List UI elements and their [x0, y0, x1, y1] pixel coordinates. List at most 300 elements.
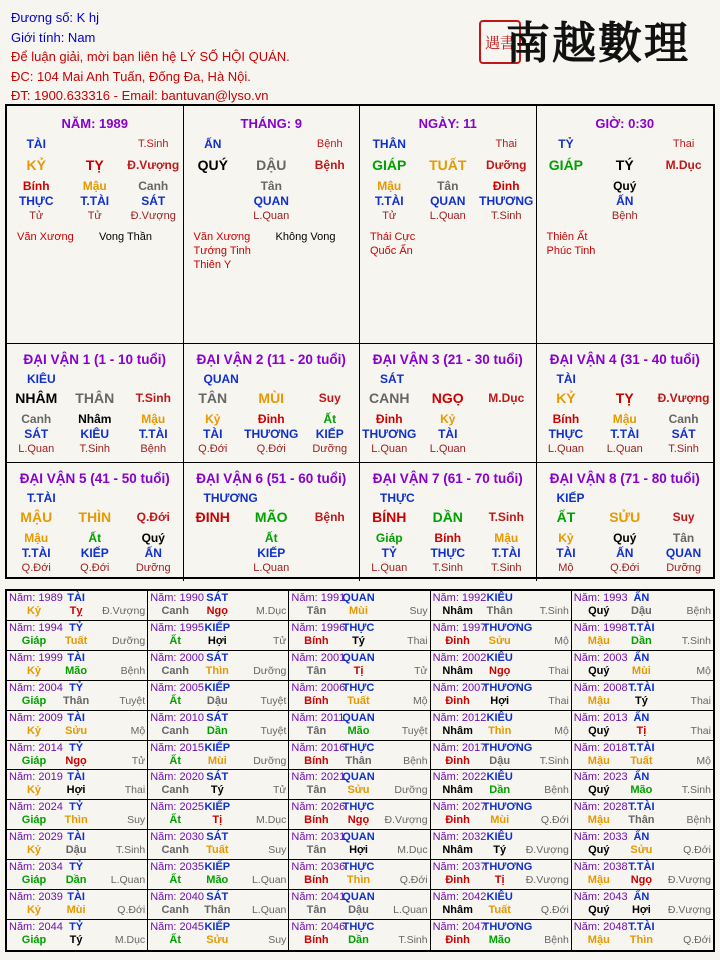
spacer	[376, 921, 428, 934]
year-cell-bottom	[574, 755, 711, 768]
dai-van-title: ĐẠI VẬN 8 (71 - 80 tuổi)	[549, 471, 700, 486]
year-cell	[572, 920, 713, 950]
year-god: KIÊU	[486, 771, 513, 784]
year-stem: Nhâm	[442, 784, 473, 797]
year-cell-bottom	[150, 695, 286, 708]
hidden-stage: L.Quan	[18, 443, 55, 455]
stars-left	[370, 230, 415, 258]
spacer	[93, 801, 145, 814]
year-cell-top	[433, 861, 569, 874]
year-cell-bottom	[574, 725, 711, 738]
year-stem: Mậu	[587, 814, 610, 827]
year-label: Năm: 2011	[291, 711, 345, 724]
year-cell-top	[150, 891, 286, 904]
hidden-stages-row	[537, 561, 714, 576]
dai-van-title: ĐẠI VẬN 4 (31 - 40 tuổi)	[549, 352, 700, 367]
heavenly-stem: BÍNH	[372, 509, 407, 525]
dai-van-god: KIẾP	[556, 491, 585, 505]
year-cell-bottom	[574, 934, 711, 947]
year-label: Năm: 1998	[573, 621, 628, 634]
year-branch: Thìn	[488, 724, 512, 737]
year-cell-bottom	[291, 635, 427, 648]
spacer	[93, 652, 145, 665]
year-cell	[572, 681, 713, 711]
hidden-stage: Tử	[382, 210, 397, 222]
year-cell-top	[574, 682, 711, 695]
year-cell-bottom	[574, 784, 711, 797]
year-branch: Tuất	[64, 634, 88, 647]
year-cell-bottom	[433, 904, 569, 917]
year-branch: Dần	[65, 874, 87, 887]
year-cell	[572, 890, 713, 920]
hidden-god: QUAN	[253, 194, 289, 208]
year-cell	[289, 741, 430, 771]
year-branch: Tý	[634, 694, 648, 707]
year-god: ẤN	[633, 771, 650, 784]
year-stem: Mậu	[587, 754, 610, 767]
spacer	[93, 742, 145, 755]
hidden-god: THƯƠNG	[244, 427, 299, 441]
year-god: T.TÀI	[628, 741, 655, 754]
life-stage: Bệnh	[314, 158, 345, 172]
year-cell-bottom	[574, 814, 711, 827]
year-cell	[431, 770, 572, 800]
year-cell	[572, 711, 713, 741]
spacer	[93, 712, 145, 725]
hidden-stage	[301, 561, 360, 576]
earthly-branch: MÃO	[254, 509, 288, 525]
hidden-stage: Đ.Vượng	[130, 210, 176, 222]
year-cell-top	[9, 712, 145, 725]
spacer	[376, 771, 428, 784]
hidden-stage: L.Quan	[371, 443, 408, 455]
year-branch: Sửu	[206, 934, 229, 947]
hidden-stem: Mậu	[141, 412, 166, 426]
year-stage: Q.Đới	[683, 844, 711, 857]
year-cell-top	[9, 652, 145, 665]
year-label: Năm: 2004	[9, 681, 63, 694]
hidden-god: T.TÀI	[138, 427, 168, 441]
year-cell-top	[433, 771, 569, 784]
hidden-god	[537, 194, 596, 209]
year-label: Năm: 2013	[573, 711, 628, 724]
year-cell-top	[150, 712, 286, 725]
spacer	[234, 622, 286, 635]
year-stage: Tử	[131, 754, 146, 767]
year-cell-top	[433, 712, 569, 725]
year-cell-bottom	[9, 874, 145, 887]
hidden-stems-row	[7, 412, 183, 427]
year-god: TỶ	[69, 681, 84, 694]
year-god: KIẾP	[204, 921, 231, 934]
life-stage: T.Sinh	[488, 510, 524, 524]
spacer	[532, 622, 572, 635]
hidden-stem	[537, 179, 596, 194]
year-god: T.TÀI	[628, 621, 655, 634]
hidden-stages-row	[7, 209, 183, 224]
hidden-stem: Bính	[552, 412, 580, 426]
year-god: THƯƠNG	[482, 921, 533, 934]
dai-van-can-chi-row	[184, 510, 360, 525]
year-stem: Canh	[161, 605, 189, 617]
hidden-gods-row	[360, 427, 536, 442]
spacer	[532, 682, 572, 695]
hidden-god: KIẾP	[80, 546, 109, 560]
hidden-god: TÀI	[203, 427, 223, 441]
spacer	[234, 742, 286, 755]
heavenly-stem: KỶ	[26, 157, 46, 173]
year-cell	[7, 681, 148, 711]
year-label: Năm: 2046	[291, 921, 346, 934]
year-stem: Bính	[304, 874, 329, 887]
year-cell-bottom	[150, 665, 286, 678]
pillar-god: TỶ	[558, 137, 574, 151]
year-stem: Giáp	[21, 814, 47, 827]
year-cell-bottom	[150, 844, 286, 857]
year-stem: Ất	[169, 754, 181, 767]
spacer	[659, 652, 711, 665]
year-cell	[7, 591, 148, 621]
year-label: Năm: 2040	[150, 891, 204, 904]
hidden-stem	[301, 531, 360, 546]
year-god: THỰC	[342, 921, 375, 934]
year-stem: Tân	[306, 784, 327, 797]
spacer	[517, 831, 569, 844]
hidden-god: T.TÀI	[610, 427, 640, 441]
pillar-title: GIỜ: 0:30	[595, 116, 655, 131]
year-cell	[431, 651, 572, 681]
year-cell-bottom	[150, 605, 286, 618]
year-god: KIẾP	[204, 621, 231, 634]
year-label: Năm: 2042	[432, 891, 487, 904]
year-stage: T.Sinh	[539, 754, 569, 767]
year-label: Năm: 2000	[150, 651, 204, 664]
gender-line: Giới tính: Nam	[11, 29, 96, 45]
year-stem: Quý	[588, 724, 610, 737]
year-stem: Nhâm	[442, 724, 473, 737]
hidden-god: KIẾP	[315, 427, 344, 441]
star-name: Quốc Ấn	[370, 245, 413, 257]
year-branch: Tý	[210, 784, 224, 797]
year-stem: Ất	[169, 874, 181, 887]
year-label: Năm: 2006	[291, 681, 346, 694]
year-cell-bottom	[9, 784, 145, 797]
year-stage: Q.Đới	[540, 904, 569, 917]
spacer	[532, 742, 572, 755]
heavenly-stem: CANH	[369, 390, 410, 406]
hidden-stem	[477, 412, 536, 427]
year-stem: Quý	[588, 605, 610, 617]
year-cell	[289, 711, 430, 741]
year-branch: Thìn	[64, 814, 88, 827]
year-cell-bottom	[574, 695, 711, 708]
year-cell-top	[574, 712, 711, 725]
life-stage: Suy	[672, 510, 695, 524]
year-stem: Đinh	[445, 874, 470, 887]
year-cell-bottom	[150, 814, 286, 827]
year-stem: Tân	[306, 844, 327, 857]
year-cell-bottom	[9, 904, 145, 917]
spacer	[532, 921, 572, 934]
hidden-stage: Dưỡng	[312, 443, 348, 455]
year-god: ẤN	[633, 891, 650, 904]
year-god: THƯƠNG	[482, 801, 533, 814]
year-god: THƯƠNG	[482, 861, 533, 874]
hidden-stages-row	[7, 561, 183, 576]
year-cell	[572, 770, 713, 800]
year-stage: Q.Đới	[117, 904, 146, 917]
year-branch: Sửu	[630, 844, 653, 857]
year-label: Năm: 1997	[432, 621, 487, 634]
year-stem: Nhâm	[442, 844, 473, 857]
year-cell-top	[574, 891, 711, 904]
year-stage: Đ.Vượng	[102, 605, 146, 617]
year-cell-top	[9, 742, 145, 755]
pillar-cell	[7, 106, 184, 344]
dai-van-god: KIÊU	[27, 372, 56, 386]
year-cell-bottom	[291, 605, 427, 618]
year-cell-top	[9, 682, 145, 695]
year-label: Năm: 2034	[9, 861, 63, 874]
pillar-cell	[184, 106, 361, 344]
pillar-can-chi-row	[184, 158, 360, 173]
hidden-gods-row	[537, 194, 714, 209]
heavenly-stem: GIÁP	[372, 157, 407, 173]
spacer	[376, 742, 428, 755]
year-cell-top	[433, 652, 569, 665]
earthly-branch: DẬU	[256, 157, 287, 173]
seal-stamp: 遇書	[479, 20, 521, 64]
spacer	[659, 742, 711, 755]
year-god: THỰC	[342, 621, 375, 634]
hidden-stem: Bính	[434, 531, 462, 545]
pillar-god: T.Sinh	[137, 138, 169, 150]
hidden-stage	[184, 561, 243, 576]
year-stage: Thai	[690, 694, 711, 707]
spacer	[517, 771, 569, 784]
hidden-god: T.TÀI	[80, 194, 110, 208]
year-cell	[431, 920, 572, 950]
pillar-title: THÁNG: 9	[240, 116, 302, 131]
year-stage: Thai	[548, 694, 569, 707]
year-label: Năm: 2020	[150, 771, 204, 784]
year-cell-top	[291, 592, 427, 605]
year-cell	[148, 711, 289, 741]
hidden-stage: L.Quan	[547, 443, 584, 455]
year-stem: Giáp	[21, 754, 47, 767]
year-cell-bottom	[291, 814, 427, 827]
year-label: Năm: 2045	[150, 921, 204, 934]
year-cell-bottom	[150, 784, 286, 797]
year-branch: Mùi	[66, 904, 86, 917]
life-stage: Đ.Vượng	[127, 158, 180, 172]
hidden-god: SÁT	[671, 427, 696, 441]
year-branch: Tý	[69, 934, 83, 947]
year-label: Năm: 2029	[9, 831, 63, 844]
year-cell	[572, 591, 713, 621]
year-stem: Kỷ	[26, 605, 42, 617]
pillar-cell	[537, 106, 714, 344]
dai-van-can-chi-row	[7, 510, 183, 525]
year-god: TỶ	[69, 621, 84, 634]
year-stage: Tuyệt	[260, 724, 287, 737]
pillar-title: NĂM: 1989	[61, 116, 128, 131]
hidden-stages-row	[537, 209, 714, 224]
earthly-branch: DẦN	[432, 509, 463, 525]
year-label: Năm: 2047	[432, 921, 487, 934]
star-name: Văn Xương	[17, 231, 74, 243]
life-stage: Q.Đới	[136, 510, 170, 524]
year-cell	[148, 651, 289, 681]
year-cell-top	[291, 801, 427, 814]
year-stage: Đ.Vượng	[525, 844, 569, 857]
year-god: THỰC	[342, 861, 375, 874]
year-god: QUAN	[342, 711, 375, 724]
year-cell	[148, 800, 289, 830]
spacer	[234, 712, 286, 725]
earthly-branch: THÂN	[75, 390, 115, 406]
year-stem: Canh	[161, 844, 189, 857]
hidden-god	[477, 427, 536, 442]
year-label: Năm: 1991	[291, 592, 346, 604]
year-stem: Canh	[161, 724, 189, 737]
year-label: Năm: 2038	[573, 861, 628, 874]
year-cell-top	[150, 801, 286, 814]
year-god: THƯƠNG	[482, 741, 533, 754]
hidden-stem: Bính	[22, 179, 50, 193]
year-god: THƯƠNG	[482, 621, 533, 634]
dai-van-cell	[360, 344, 537, 463]
star-name: Không Vong	[275, 231, 336, 243]
year-cell	[7, 800, 148, 830]
hidden-god: ẤN	[616, 194, 634, 208]
year-cell-top	[9, 801, 145, 814]
year-stage: M.Dục	[114, 934, 146, 947]
year-label: Năm: 2037	[432, 861, 487, 874]
heavenly-stem: KỶ	[556, 390, 576, 406]
earthly-branch: TỴ	[85, 157, 104, 173]
year-stage: Q.Đới	[683, 934, 711, 947]
year-cell-top	[574, 622, 711, 635]
dai-van-god: T.TÀI	[27, 491, 56, 505]
spacer	[376, 622, 428, 635]
year-label: Năm: 2024	[9, 801, 63, 814]
hidden-stage: Q.Đới	[198, 443, 228, 455]
hidden-god: T.TÀI	[374, 194, 404, 208]
year-branch: Ngọ	[347, 814, 370, 827]
year-cell-bottom	[433, 635, 569, 648]
year-cell-top	[291, 921, 427, 934]
spacer	[376, 592, 428, 605]
hidden-stage: Bệnh	[140, 443, 167, 455]
year-label: Năm: 1996	[291, 621, 346, 634]
year-branch: Mão	[488, 934, 511, 947]
dai-van-cell	[7, 463, 184, 581]
spacer	[234, 861, 286, 874]
year-cell-top	[574, 771, 711, 784]
year-cell	[148, 621, 289, 651]
hidden-stems-row	[360, 531, 536, 546]
year-god: TÀI	[67, 891, 85, 904]
year-cell-top	[9, 891, 145, 904]
hidden-god: THƯƠNG	[362, 427, 417, 441]
year-god: SÁT	[206, 831, 229, 844]
year-branch: Mùi	[349, 605, 368, 617]
life-stage: M.Dục	[665, 158, 702, 172]
year-stem: Tân	[306, 664, 327, 677]
year-stage: Tuyệt	[119, 694, 146, 707]
year-god: SÁT	[206, 592, 229, 604]
year-label: Năm: 2007	[432, 681, 487, 694]
hidden-god	[301, 546, 360, 561]
year-cell-top	[433, 592, 569, 605]
spacer	[93, 622, 145, 635]
year-label: Năm: 2016	[291, 741, 346, 754]
earthly-branch: SỬU	[609, 509, 641, 525]
dai-van-god: TÀI	[556, 372, 576, 386]
heavenly-stem: QUÝ	[197, 157, 228, 173]
spacer	[234, 771, 286, 784]
hidden-stage: T.Sinh	[490, 562, 522, 574]
hidden-god: ẤN	[144, 546, 162, 560]
year-stem: Ất	[169, 814, 181, 827]
year-branch: Dậu	[206, 694, 228, 707]
hidden-god	[654, 194, 713, 209]
year-cell-top	[574, 801, 711, 814]
hidden-stem: Đinh	[375, 412, 403, 426]
year-label: Năm: 2022	[432, 771, 487, 784]
year-cell-top	[574, 831, 711, 844]
year-god: KIÊU	[486, 592, 513, 604]
year-cell-top	[433, 682, 569, 695]
year-cell-bottom	[433, 725, 569, 738]
year-branch: Tý	[493, 844, 507, 857]
year-stem: Kỷ	[26, 724, 42, 737]
hidden-god: THƯƠNG	[479, 194, 534, 208]
year-cell-bottom	[433, 874, 569, 887]
year-stem: Nhâm	[442, 605, 473, 617]
year-stage: Dưỡng	[112, 634, 146, 647]
year-cell-bottom	[574, 605, 711, 618]
year-god: QUAN	[342, 891, 375, 904]
year-cell-bottom	[9, 814, 145, 827]
dai-van-cell	[184, 463, 361, 581]
year-stem: Tân	[306, 904, 327, 917]
star-name: Văn Xương	[193, 231, 251, 243]
hidden-stem: Quý	[141, 531, 165, 545]
spacer	[234, 831, 286, 844]
hidden-god: QUAN	[665, 546, 702, 560]
hidden-stems-row	[360, 179, 536, 194]
year-stage: Đ.Vượng	[667, 904, 711, 917]
year-cell-top	[433, 891, 569, 904]
year-branch: Thân	[62, 694, 90, 707]
hidden-stems-row	[7, 531, 183, 546]
year-stem: Kỷ	[26, 784, 42, 797]
year-label: Năm: 2048	[573, 921, 628, 934]
year-god: KIẾP	[204, 681, 231, 694]
hidden-gods-row	[184, 546, 360, 561]
year-label: Năm: 2019	[9, 771, 63, 784]
year-stage: Suy	[268, 934, 287, 947]
hidden-stem: Quý	[613, 179, 637, 193]
year-branch: Thân	[345, 754, 372, 767]
earthly-branch: TUẤT	[429, 157, 467, 173]
spacer	[659, 682, 711, 695]
year-stem: Đinh	[445, 934, 470, 947]
year-cell	[431, 860, 572, 890]
stars-left	[547, 230, 596, 258]
